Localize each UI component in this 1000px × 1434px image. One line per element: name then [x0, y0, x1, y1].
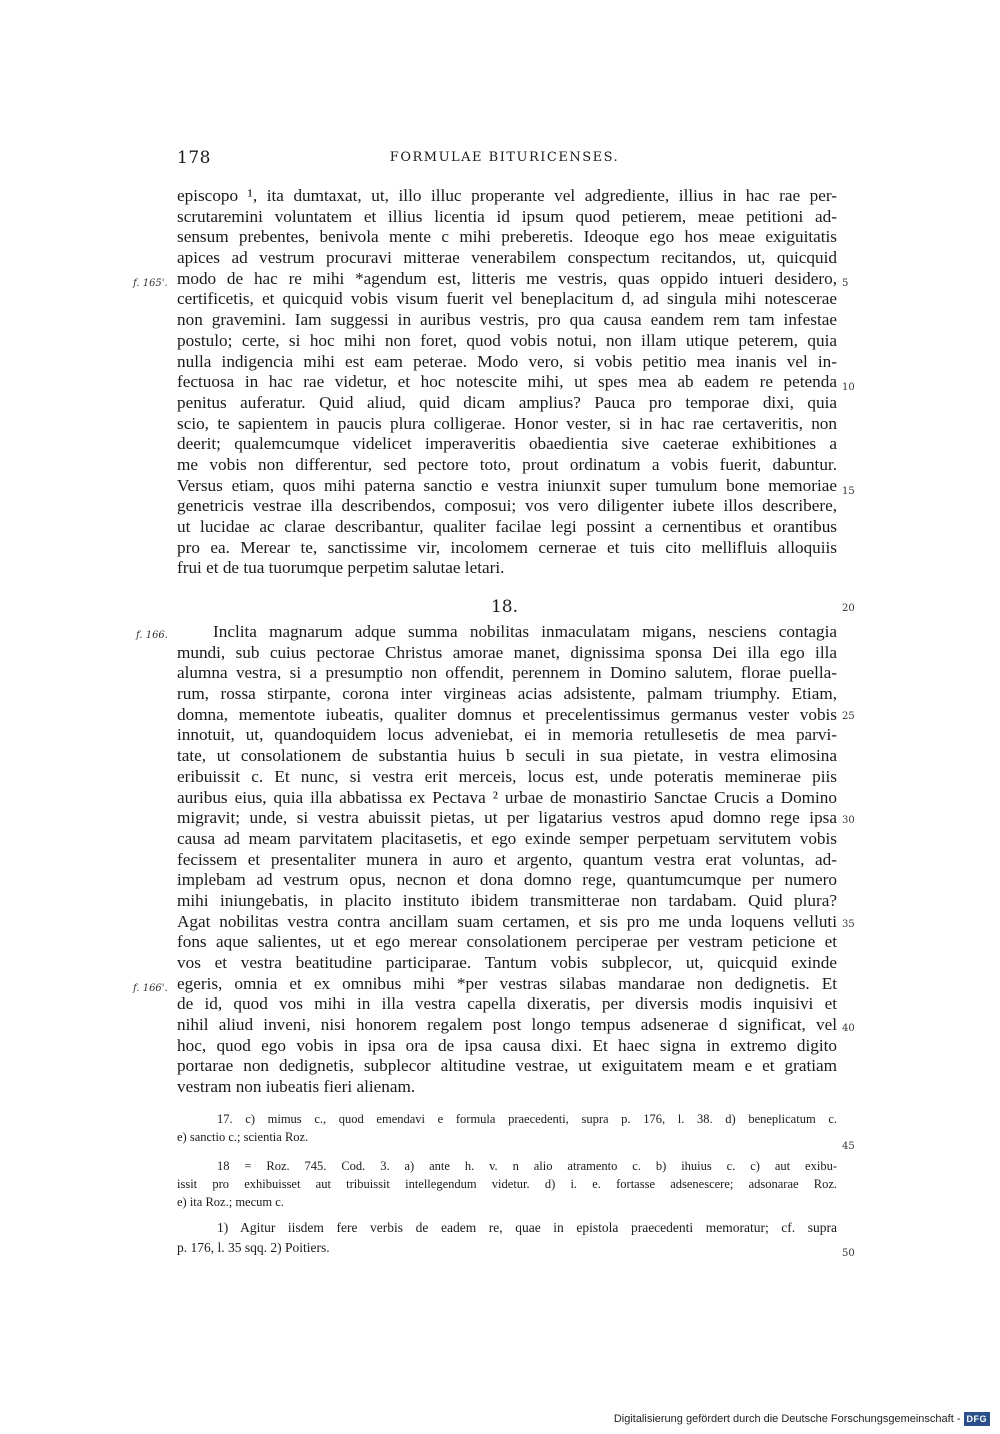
text-line: mihi iniungebatis, in placito instituto ibidem transmitterae non tardabam. Quid plura? — [177, 890, 837, 910]
text-line: tate, ut consolationem de substantia huius b seculi in sua pietate, in vestra elimosina — [177, 746, 837, 766]
text-line: apices ad vestrum procuravi mitterae venerabilem conspectum recitandos, ut, quicquid — [177, 248, 837, 268]
text-line: episcopo ¹, ita dumtaxat, ut, illo illuc properante vel adgrediente, illius in hac rae per- — [177, 186, 837, 205]
footnotes-17 — [177, 1110, 837, 1146]
text-line: postulo; certe, si hoc mihi non foret, quod vobis notui, non illam utique peterem, quia — [177, 330, 837, 350]
text-line: scio, te sapientem in paucis plura colligerae. Honor vester, si in hac rae certaveritis, non — [177, 413, 837, 433]
text-line: scrutaremini voluntatem et illius licentia id ipsum quod petierem, meae petitioni ad- — [177, 206, 837, 226]
section-17-text — [177, 186, 837, 579]
line-number: 40 — [842, 1023, 855, 1034]
line-number: 25 — [842, 711, 855, 722]
folio-note: f. 166'. — [133, 983, 168, 994]
text-line: ut lucidae ac clarae describantur, qualiter facilae legi possint a cernentibus et orantibus — [177, 517, 837, 536]
text-line: frui et de tua tuorumque perpetim salutae letari. — [177, 558, 505, 578]
footnote-line: issit pro exhibuisset aut tribuissit intellegendum videtur. d) i. e. fortasse adsenescere; adsonarae Roz. — [177, 1177, 837, 1191]
text-line: rum, rossa stirpante, corona inter virgineas acias adsistente, palmam triumphy. Etiam, — [177, 684, 837, 704]
text-line: mundi, sub cuius pectorae Christus amorae manet, dignissima sponsa Dei illa ego illa — [177, 642, 837, 662]
line-number: 10 — [842, 382, 855, 393]
line-number: 30 — [842, 815, 855, 826]
folio-note: f. 166. — [136, 630, 168, 641]
credit-text: Digitalisierung gefördert durch die Deutsche Forschungsgemeinschaft - — [613, 1413, 961, 1425]
text-line: fecissem et presentaliter munera in auro et argento, quantum vestra erat voluntas, ad- — [177, 849, 837, 869]
line-number: 15 — [842, 486, 855, 497]
folio-note: f. 165'. — [133, 278, 168, 289]
running-title: FORMULAE BITURICENSES. — [389, 150, 620, 165]
footnote-line: 1) Agitur iisdem fere verbis de eadem re, quae in epistola praecedenti memoratur; cf. supra — [217, 1220, 837, 1235]
text-line: innotuit, ut, quandoquidem locus adveniebat, ei in memoria retullesetis de mea parvi- — [177, 725, 837, 745]
text-line: sensum prebentes, benivola mente c mihi preberetis. Ideoque ego hos meae exiguitatis — [177, 227, 837, 247]
text-line: deerit; qualemcumque videlicet imperaveritis obaedientia sive caeterae exhibitiones a — [177, 434, 837, 454]
text-line: de id, quod vos mihi in illa vestra capella dixeratis, per diversis modis inquisivi et — [177, 994, 837, 1014]
text-line: hoc, quod ego vobis in ipsa ora de ipsa causa dixi. Et haec signa in extremo digito — [177, 1035, 837, 1055]
footnotes-notes — [177, 1218, 837, 1258]
line-number: 45 — [842, 1141, 855, 1152]
text-line: certificetis, et quicquid vobis visum fuerit vel beneplacitum d, ad singula mihi notescerae — [177, 289, 837, 309]
text-line: genetricis vestrae illa describendos, composui; vos vero diligenter iubete illos describere, — [177, 496, 837, 516]
text-line: fons aque salientes, ut et ego merear consolationem perciperae per vestram peticione et — [177, 932, 837, 952]
page-header — [177, 148, 832, 172]
line-number: 5 — [842, 278, 849, 289]
line-number: 20 — [842, 603, 855, 614]
dfg-logo-icon: DFG — [964, 1412, 991, 1426]
footnote-line: e) sanctio c.; scientia Roz. — [177, 1130, 309, 1144]
text-line: fectuosa in hac rae videtur, et hoc notescite mihi, ut spes mea ab eadem re petenda — [177, 372, 837, 392]
text-line: modo de hac re mihi *agendum est, litteris me vestris, quas oppido intueri desidero, — [177, 268, 837, 288]
dfg-credit — [614, 1412, 990, 1426]
text-line: penitus auferatur. Quid aliud, quid dicam amplius? Pauca pro temporae dixi, quia — [177, 392, 837, 412]
text-line: portarae non dedignetis, subplecor altitudine vestrae, ut exiguitatem meam e et gratiam — [177, 1056, 837, 1076]
line-number: 35 — [842, 919, 855, 930]
text-line: Agat nobilitas vestra contra ancillam suam certamen, et sis pro me unda loquens velluti — [177, 911, 837, 931]
text-line: egeris, omnia et ex omnibus mihi *per vestras silabas mandarae non dedignetis. Et — [177, 973, 837, 993]
text-line: nihil aliud inveni, nisi honorem regalem post longo tempus adsenerae d significat, vel — [177, 1015, 837, 1035]
text-line: me vobis non differentur, sed pectore toto, prout ordinatum a vobis fuerit, dabuntur. — [177, 454, 837, 474]
text-line: implebam ad vestrum opus, necnon et dona domno rege, quantumcumque per numero — [177, 870, 837, 890]
text-line: domna, mementote iubeatis, qualiter domnus et precelentissimus germanus vester vobis — [177, 704, 837, 724]
text-line: eribuissit c. Et nunc, si vestra erit merceis, locus est, unde poteratis meminerae piis — [177, 766, 837, 786]
section-number: 18. — [490, 597, 519, 617]
text-line: vestram non iubeatis fieri alienam. — [177, 1077, 416, 1097]
text-line: alumna vestra, si a presumptio non offendit, perennem in Domino salutem, florae puella- — [177, 663, 837, 683]
text-line: pro ea. Merear te, sanctissime vir, incolomem cernerae et tuis cito mellifluis alloquiis — [177, 537, 837, 557]
footnote-line: e) ita Roz.; mecum c. — [177, 1195, 284, 1209]
page-number: 178 — [177, 148, 211, 168]
text-line: nulla indigencia mihi est eam peterae. Modo vero, si vobis petitio mea inanis vel in- — [177, 351, 837, 371]
footnotes-18 — [177, 1157, 837, 1211]
text-line: causa ad meam parvitatem placitasetis, et ego exinde semper perpetuam servitutem vobis — [177, 828, 837, 848]
footnote-line: 17. c) mimus c., quod emendavi e formula praecedenti, supra p. 176, l. 38. d) beneplicatum c. — [217, 1112, 837, 1126]
section-18-text — [177, 622, 837, 1098]
footnote-line: p. 176, l. 35 sqq. 2) Poitiers. — [177, 1240, 330, 1255]
text-line: auribus eius, quia illa abbatissa ex Pectava ² urbae de monastirio Sanctae Crucis a Domino — [177, 787, 837, 807]
line-number: 50 — [842, 1248, 855, 1259]
text-line: non gravemini. Iam suggessi in auribus vestris, pro qua causa eandem rem tam infestae — [177, 310, 837, 330]
text-line: vos et vestra beatitudine participarae. Tantum vobis subplecor, ut, quicquid exinde — [177, 953, 837, 972]
text-line: Inclita magnarum adque summa nobilitas inmaculatam migans, nesciens contagia — [213, 622, 837, 641]
text-line: Versus etiam, quos mihi paterna sanctio e vestra iniunxit super tumulum bone memoriae — [177, 475, 837, 495]
footnote-line: 18 = Roz. 745. Cod. 3. a) ante h. v. n alio atramento c. b) ihuius c. c) aut exibu- — [217, 1159, 837, 1173]
text-line: migravit; unde, si vestra abuissit pietas, ut per ligatarius vestros apud domno rege ipsa — [177, 808, 837, 828]
